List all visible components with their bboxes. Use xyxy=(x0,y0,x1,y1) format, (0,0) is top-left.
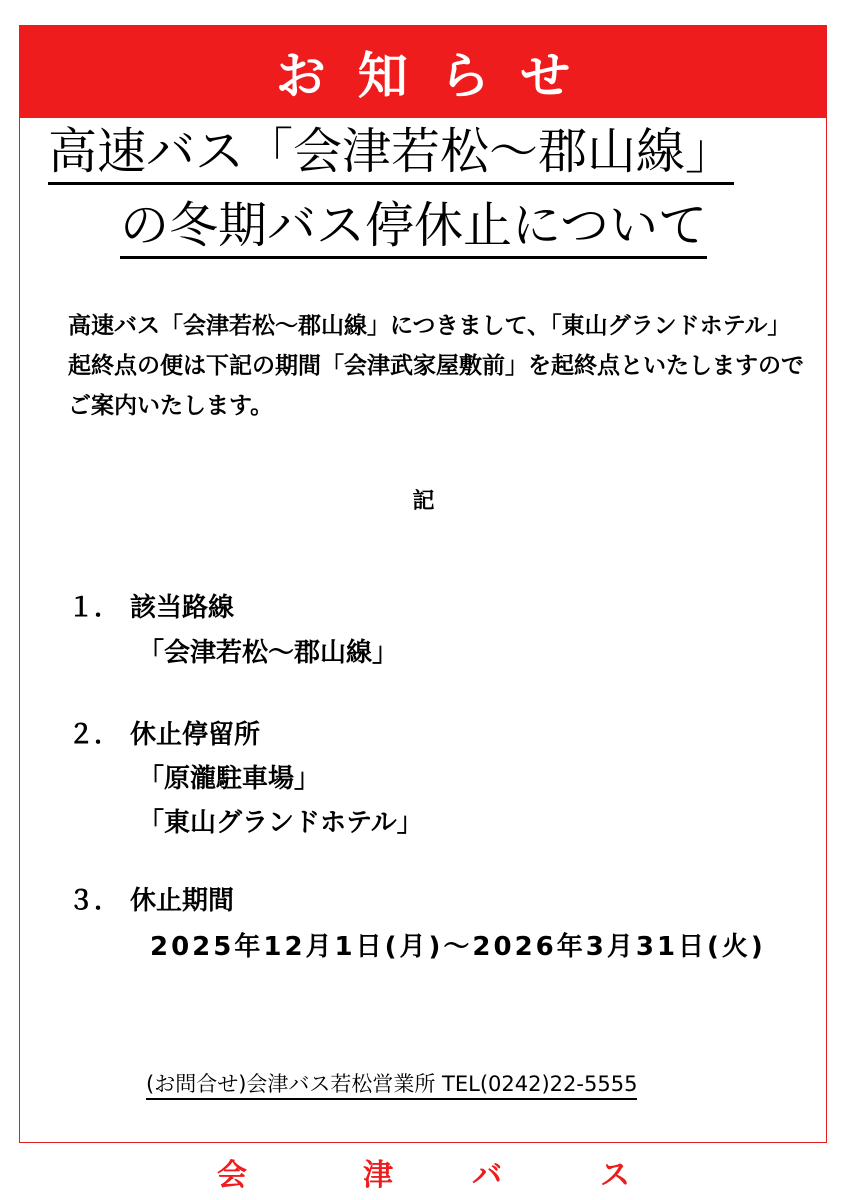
item-3-heading xyxy=(68,880,234,917)
item-3-number: ３． xyxy=(68,886,121,916)
page-border xyxy=(19,25,827,1143)
footer-char-4: ス xyxy=(600,1158,630,1193)
footer-char-3: バ xyxy=(472,1158,502,1193)
footer-company xyxy=(0,1150,847,1193)
intro-paragraph: 高速バス「会津若松～郡山線」につきまして、「東山グランドホテル」起終点の便は下記の期間「会津武家屋敷前」を起終点といたしますのでご案内いたします。 xyxy=(68,313,804,419)
footer-char-1: 会 xyxy=(217,1158,247,1193)
item-1-number: １． xyxy=(68,593,121,623)
footer-char-2: 津 xyxy=(363,1158,393,1193)
item-3-label: 休止期間 xyxy=(130,886,235,916)
ki-heading: 記 xyxy=(412,489,435,514)
item-1-label: 該当路線 xyxy=(130,593,235,623)
item-2-value-2: 「東山グランドホテル」 xyxy=(138,808,423,838)
item-2-heading xyxy=(68,714,260,751)
contact-info: (お問合せ)会津バス若松営業所 TEL(0242)22-5555 xyxy=(146,1070,637,1100)
title-line-2: の冬期バス停休止について xyxy=(120,196,707,259)
banner-title: お知らせ xyxy=(275,47,603,105)
item-1-heading xyxy=(68,587,234,624)
item-3-value: 2025年12月1日(月)～2026年3月31日(火) xyxy=(150,932,766,962)
notice-banner xyxy=(20,26,826,118)
item-2-label: 休止停留所 xyxy=(130,720,261,750)
title-line-1: 高速バス「会津若松～郡山線」 xyxy=(48,122,734,185)
item-2-value-1: 「原瀧駐車場」 xyxy=(138,764,321,794)
item-2-number: ２． xyxy=(68,720,121,750)
item-1-value: 「会津若松～郡山線」 xyxy=(138,638,399,668)
